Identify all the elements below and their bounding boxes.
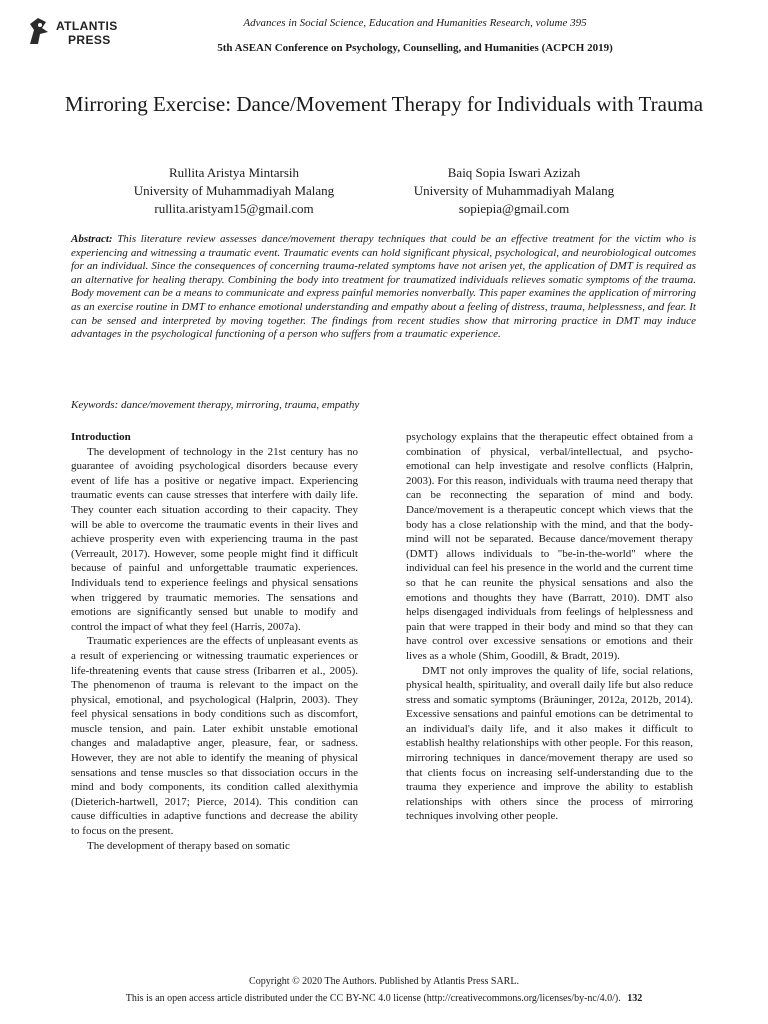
abstract-text: This literature review assesses dance/movement therapy techniques that could be an effective treatment for the victim who is experiencing and witnessing a traumatic event. Traumatic events can hold significant physical, psychological, and neurobiological outcomes for an individual. Since the consequences of concerning trauma-related symptoms have not arisen yet, the application of DMT is required as an alternative for healing therapy. Combining the body into treatment for traumatized individuals relieves somatic symptoms of the trauma. Body movement can be a means to communicate and express painful memories nonverbally. This paper examines the application of mirroring as an exercise routine in DMT to enhance emotional understanding and empathy about a feeling of distress, trauma, helplessness, and fear. It can be sensed and interpreted by moving together. The findings from recent studies show that mirroring practice in DMT may induce advantages in the psychological functioning of a person who suffers from a traumatic experience. — [71, 233, 696, 341]
journal-title: Advances in Social Science, Education and Humanities Research, volume 395 — [243, 17, 587, 29]
author-name: Baiq Sopia Iswari Azizah — [447, 165, 581, 180]
copyright-notice: Copyright © 2020 The Authors. Published by Atlantis Press SARL. — [249, 976, 519, 987]
author-affiliation: University of Muhammadiyah Malang — [133, 183, 335, 198]
body-column-left — [71, 430, 358, 853]
publisher-logo — [26, 16, 126, 52]
abstract — [71, 233, 696, 342]
abstract-label: Abstract: — [71, 233, 113, 245]
license-text: This is an open access article distributed under the CC BY-NC 4.0 license (http://creativecommons.org/licenses/by-nc/4.0/). — [125, 993, 621, 1004]
author-affiliation: University of Muhammadiyah Malang — [413, 183, 615, 198]
conference-name: 5th ASEAN Conference on Psychology, Counselling, and Humanities (ACPCH 2019) — [217, 42, 613, 54]
body-column-right — [406, 430, 693, 824]
atlantis-press-logo-icon — [26, 16, 52, 46]
author-email: rullita.aristyam15@gmail.com — [154, 201, 314, 216]
logo-wordmark-line2: PRESS — [68, 33, 111, 47]
logo-wordmark-line1: ATLANTIS — [56, 19, 118, 33]
body-paragraph: Traumatic experiences are the effects of unpleasant events as a result of experiencing or witnessing traumatic experiences or life-threatening events that cause stress (Iribarren et al., 2005). The phenomenon of trauma is relevant to the impact on the physical, emotional, and psychological (Halprin, 2003). They feel physical sensations in body conditions such as discomfort, muscle tension, and pain. Later exhibit unstable emotional changes and maladaptive anger, pleasure, fear, or sadness. However, they are not able to identify the meaning of physical sensations and tense muscles so that dissociation occurs in the mind and body components, its condition called alexithymia (Dieterich-hartwell, 2017; Pierce, 2014). This condition can cause difficulties in adaptive functions and decrease the ability to focus on the present. — [71, 635, 358, 838]
author-block — [84, 164, 384, 218]
author-block — [364, 164, 664, 218]
paper-title: Mirroring Exercise: Dance/Movement Therapy for Individuals with Trauma — [64, 92, 704, 116]
body-paragraph: The development of technology in the 21st century has no guarantee of avoiding psychological disorders because every event of life has a positive or negative impact. Experiencing traumatic events can cause stresses that interfere with daily life. They counter each situation according to their capacity. They will be able to overcome the traumatic events in their lives and achieve prosperity even with experiencing trauma in the past (Verreault, 2017). However, some people might find it difficult because of painful and unforgettable traumatic experiences. Individuals tend to experience feelings and physical sensations when triggered by traumatic memories. The sensations and emotions are significantly sensed but unable to modify and control the impact of what they feel (Harris, 2007a). — [71, 445, 358, 633]
body-paragraph: The development of therapy based on somatic — [87, 839, 290, 852]
license-notice — [40, 993, 728, 1005]
section-heading-introduction: Introduction — [71, 431, 131, 443]
body-paragraph: psychology explains that the therapeutic effect obtained from a combination of physical, verbal/intellectual, and psycho-emotional can help investigate and resolve conflicts (Halprin, 2003). For this reason, individuals with trauma need therapy that can be reconnecting the separation of mind and body. Dance/movement is a therapeutic concept which views that the body has a close relationship with the mind, and that the body-mind will not be separated. Because dance/movement therapy (DMT) allows individuals to "be-in-the-world" where the individual can feel his presence in the world and the current time so that he can reunite the physical sensations and also the emotions and thoughts they have (Barratt, 2010). DMT also helps disengaged individuals from feelings of helplessness and pain that were trapped in their body and mind so that they can have control over excessive sensations or emotions and their lives as a whole (Shim, Goodill, & Bradt, 2019). — [406, 431, 693, 662]
page-number: 132 — [627, 993, 643, 1004]
keywords: Keywords: dance/movement therapy, mirroring, trauma, empathy — [71, 399, 360, 411]
author-name: Rullita Aristya Mintarsih — [169, 165, 299, 180]
body-paragraph: DMT not only improves the quality of life, social relations, physical health, spirituality, and overall daily life but also reduce stress and somatic symptoms (Bräuninger, 2012a, 2012b, 2014). Excessive sensations and painful emotions can be detrimental to an individual's daily life, and it also makes it difficult to establish healthy relationships with other people. For this reason, mirroring techniques in dance/movement therapy are used so that clients focus on increasing self-understanding due to the trauma they experience and improve the ability to establish relationships with others since the process of mirroring techniques involving other people. — [406, 664, 693, 823]
author-email: sopiepia@gmail.com — [458, 201, 570, 216]
